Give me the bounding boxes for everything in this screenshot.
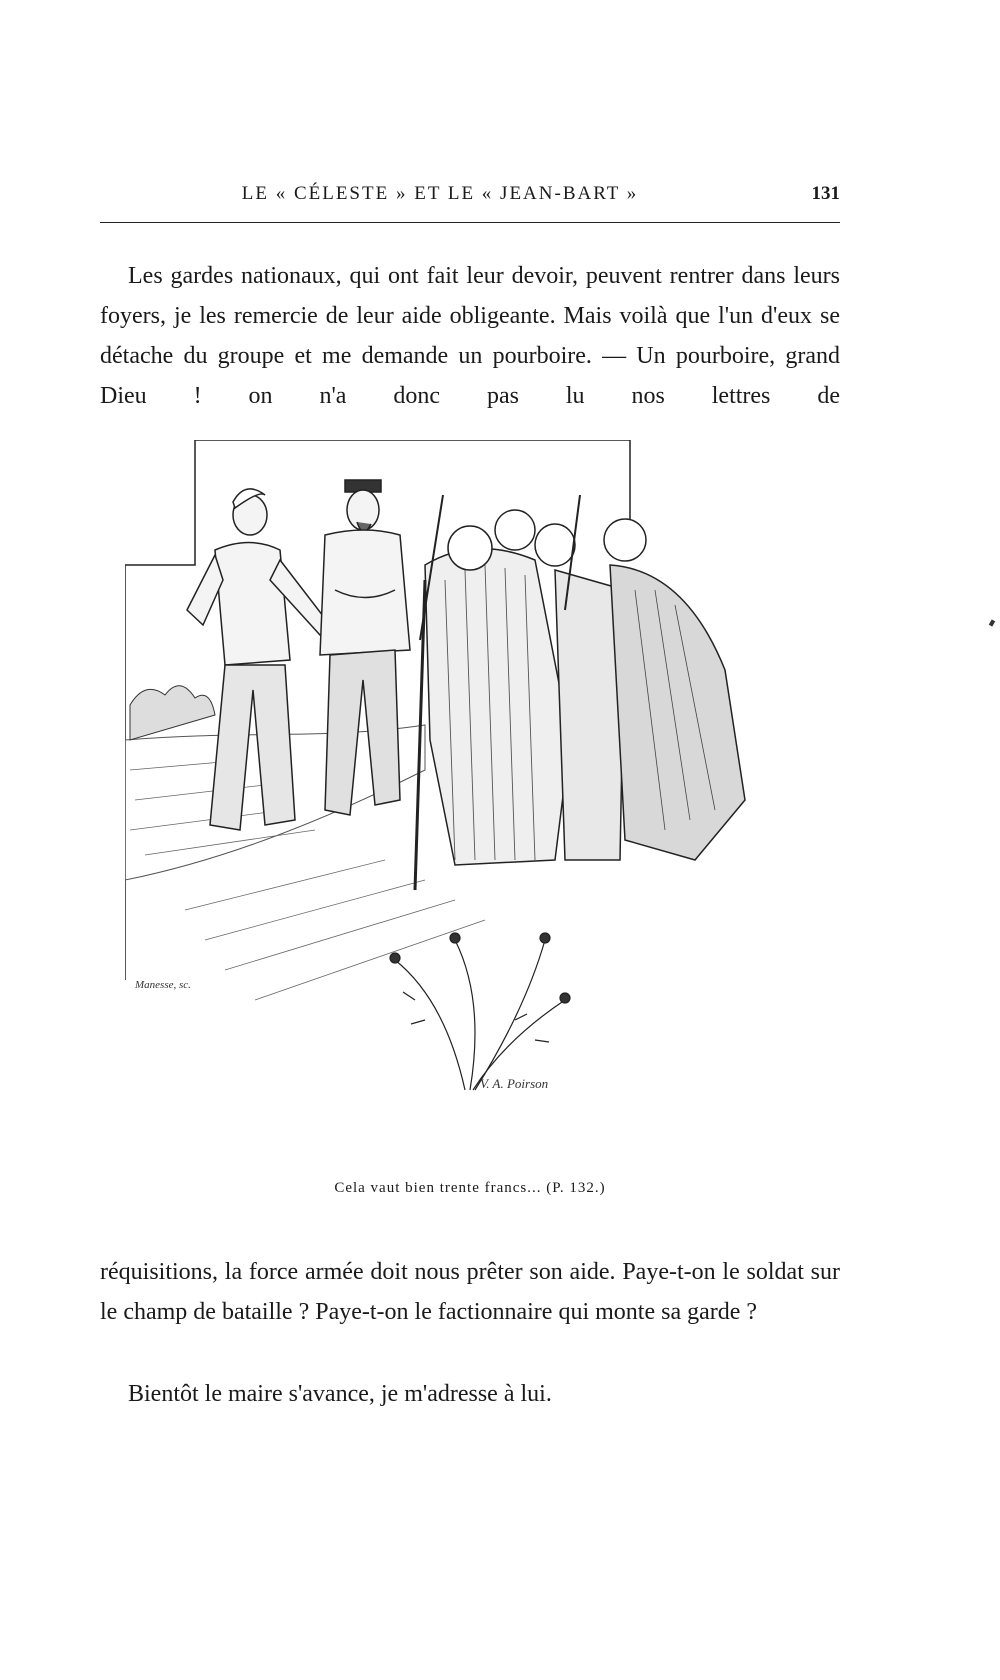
paragraph-1: Les gardes nationaux, qui ont fait leur devoir, peuvent rentrer dans leurs foyers, je les remercie de leur aide obligeante. Mais voilà que l'un d'eux se détache du groupe et me demande un pourboire. — Un pourboire, grand Dieu ! on n'a donc pas lu nos lettres de <box>100 263 840 409</box>
paragraph-3: Bientôt le maire s'avance, je m'adresse à lui. <box>128 1381 552 1407</box>
page-number: 131 <box>811 183 840 204</box>
figure-caption: Cela vaut bien trente francs... (P. 132.) <box>334 1180 606 1196</box>
engraving-illustration <box>125 440 815 1160</box>
figure-guard-left <box>187 489 330 830</box>
running-head <box>100 183 840 213</box>
left-bush <box>130 686 215 740</box>
artist-signature: V. A. Poirson <box>480 1076 549 1091</box>
figure-officer <box>320 480 410 815</box>
figure-group-right <box>415 495 745 890</box>
paragraph-2: réquisitions, la force armée doit nous prêter son aide. Paye-t-on le soldat sur le champ de bataille ? Paye-t-on le factionnaire qui monte sa garde ? <box>100 1259 840 1325</box>
running-title: LE « CÉLESTE » ET LE « JEAN-BART » <box>241 183 639 204</box>
engraver-signature: Manesse, sc. <box>135 979 191 991</box>
header-rule <box>100 222 840 223</box>
engraving-drawing <box>125 440 815 1160</box>
foreground-thistles <box>390 933 570 1090</box>
stray-ink-mark <box>989 619 995 626</box>
